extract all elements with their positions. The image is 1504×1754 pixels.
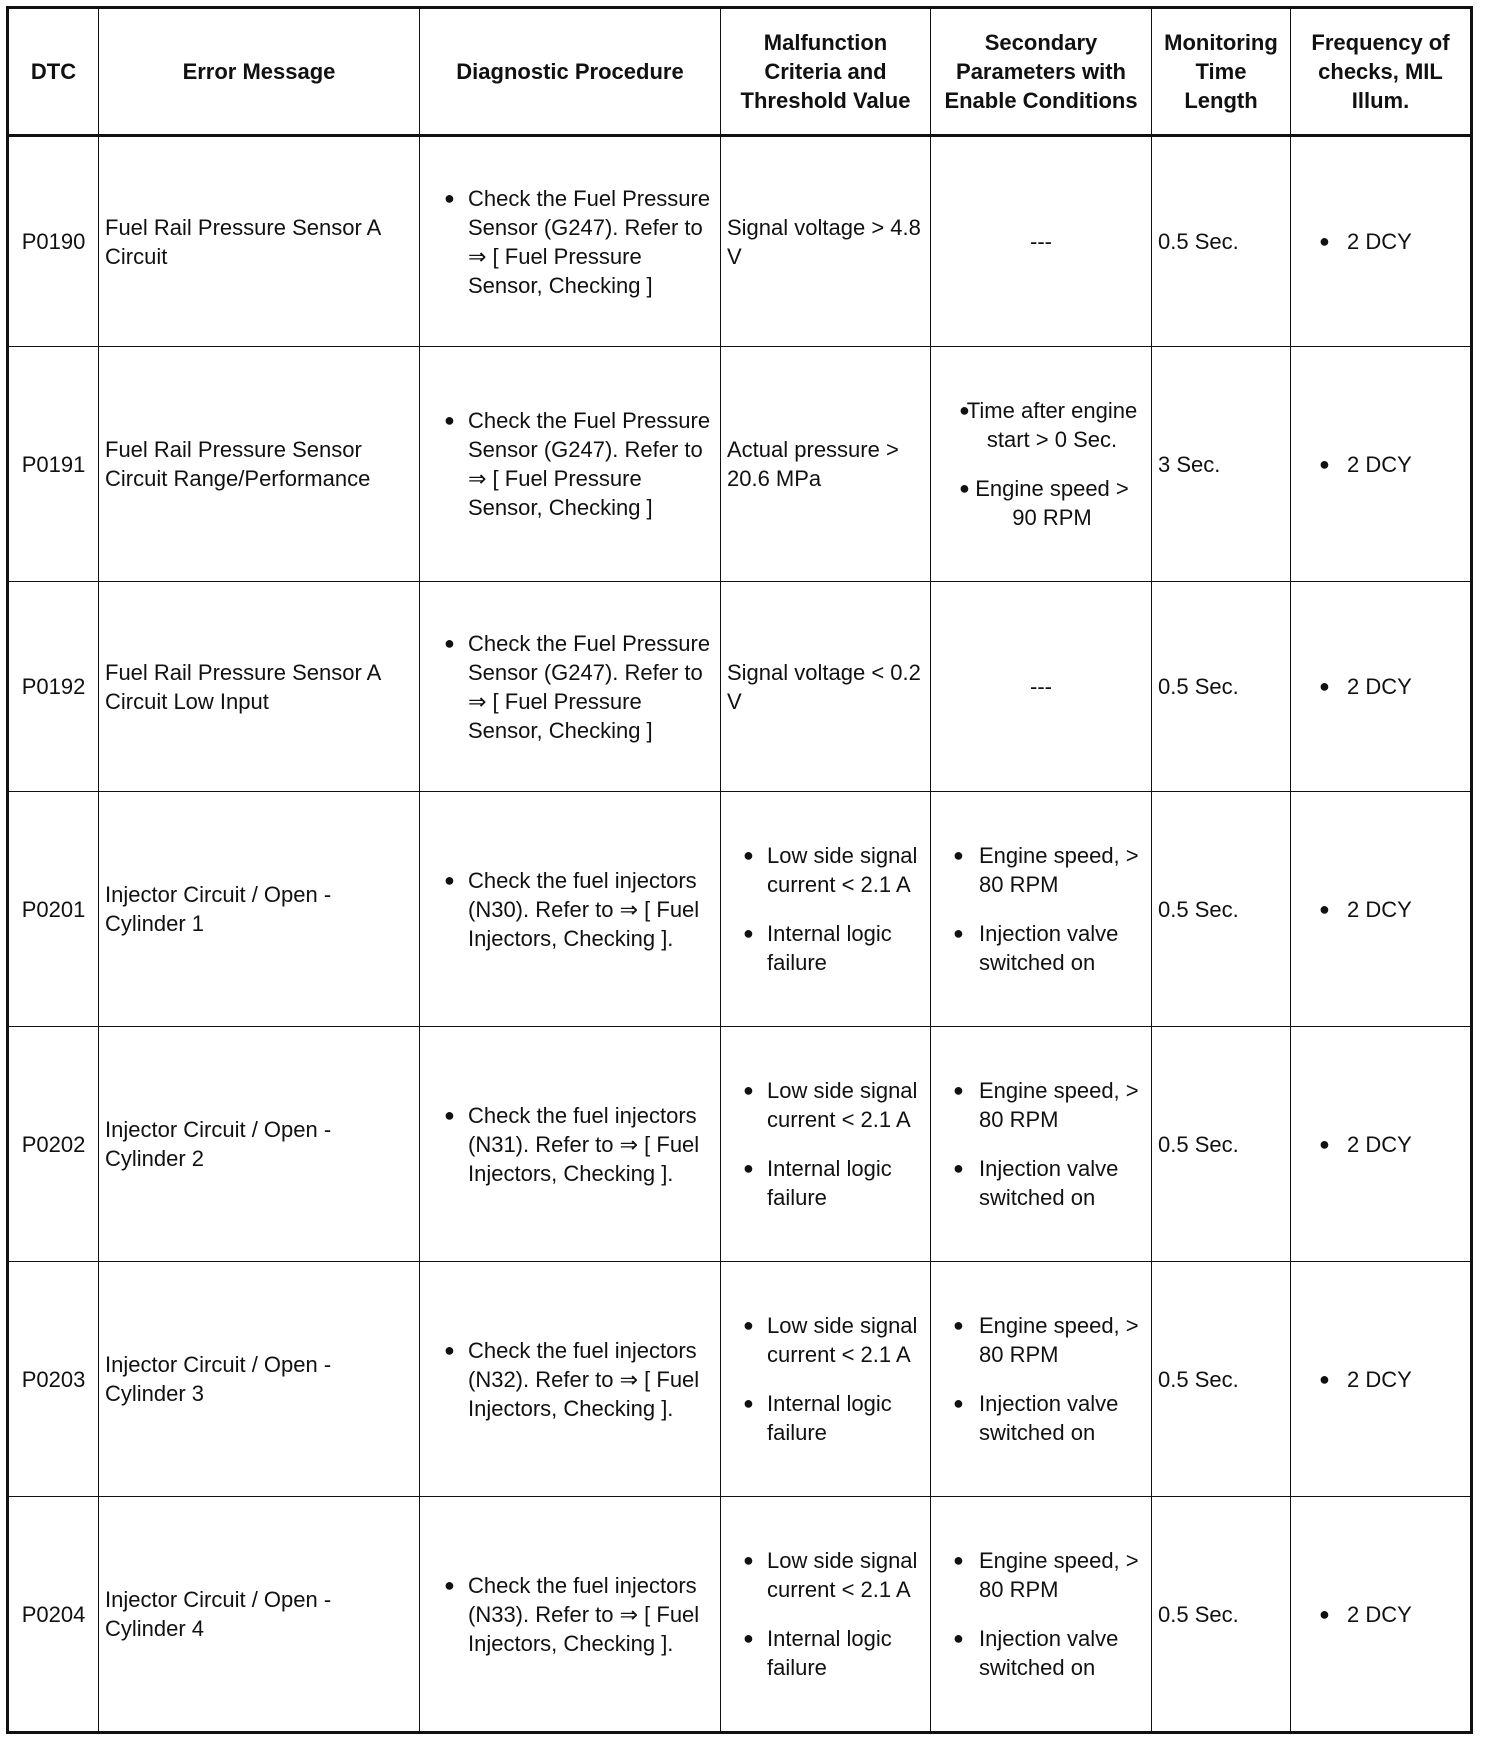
bullet-icon: ● [953, 1080, 964, 1100]
error-message: Injector Circuit / Open - Cylinder 2 [99, 1027, 420, 1262]
dtc-table [6, 6, 1473, 1734]
frequency [1291, 136, 1472, 347]
secondary-parameters [931, 347, 1152, 582]
bullet-icon: ● [444, 1574, 455, 1595]
diagnostic-procedure [420, 1497, 721, 1733]
dtc-code: P0204 [8, 1497, 99, 1733]
dtc-code: P0190 [8, 136, 99, 347]
frequency [1291, 347, 1472, 582]
diagnostic-procedure [420, 1262, 721, 1497]
procedure-text: Check the fuel injectors (N32). Refer to ⇒ [ Fuel Injectors, Checking ]. [468, 1337, 700, 1421]
criteria-item: Low side signal current < 2.1 A [767, 843, 918, 897]
malfunction-criteria: Signal voltage > 4.8 V [721, 136, 931, 347]
header-malfunction-criteria: Malfunction Criteria and Threshold Value [721, 8, 931, 136]
header-frequency: Frequency of checks, MIL Illum. [1291, 8, 1472, 136]
secondary-parameters [931, 1497, 1152, 1733]
frequency-text: 2 DCY [1347, 896, 1412, 922]
header-row [8, 8, 1472, 136]
malfunction-criteria: Actual pressure > 20.6 MPa [721, 347, 931, 582]
dtc-code: P0191 [8, 347, 99, 582]
frequency-text: 2 DCY [1347, 1131, 1412, 1157]
bullet-icon: ● [1319, 453, 1330, 474]
bullet-icon: ● [953, 1158, 964, 1178]
diagnostic-procedure [420, 1027, 721, 1262]
frequency [1291, 1497, 1472, 1733]
criteria-item: Low side signal current < 2.1 A [767, 1078, 918, 1132]
procedure-text: Check the Fuel Pressure Sensor (G247). Refer to ⇒ [ Fuel Pressure Sensor, Checking ] [468, 408, 711, 520]
bullet-icon: ● [444, 410, 455, 430]
frequency-text: 2 DCY [1347, 1601, 1412, 1627]
monitoring-time: 0.5 Sec. [1152, 1497, 1291, 1733]
frequency [1291, 792, 1472, 1027]
malfunction-criteria [721, 1027, 931, 1262]
secondary-item: Engine speed, > 80 RPM [979, 1078, 1139, 1132]
monitoring-time: 0.5 Sec. [1152, 582, 1291, 792]
secondary-item: Injection valve switched on [979, 921, 1119, 975]
bullet-icon: ● [444, 1104, 455, 1125]
procedure-text: Check the Fuel Pressure Sensor (G247). Refer to ⇒ [ Fuel Pressure Sensor, Checking ] [468, 185, 711, 298]
table-row [8, 1262, 1472, 1497]
procedure-text: Check the Fuel Pressure Sensor (G247). Refer to ⇒ [ Fuel Pressure Sensor, Checking ] [468, 630, 711, 743]
bullet-icon: ● [1319, 1603, 1330, 1624]
diagnostic-procedure [420, 347, 721, 582]
procedure-text: Check the fuel injectors (N31). Refer to ⇒ [ Fuel Injectors, Checking ]. [468, 1102, 700, 1186]
secondary-parameters: --- [931, 136, 1152, 347]
bullet-icon: ● [1319, 676, 1330, 696]
criteria-item: Internal logic failure [767, 1391, 892, 1445]
monitoring-time: 0.5 Sec. [1152, 792, 1291, 1027]
monitoring-time: 0.5 Sec. [1152, 1262, 1291, 1497]
secondary-item: Engine speed, > 80 RPM [979, 1313, 1139, 1367]
header-secondary-parameters: Secondary Parameters with Enable Conditions [931, 8, 1152, 136]
bullet-icon: ● [444, 187, 455, 208]
frequency-text: 2 DCY [1347, 674, 1412, 699]
frequency-text: 2 DCY [1347, 229, 1412, 254]
secondary-item: Injection valve switched on [979, 1391, 1119, 1445]
bullet-icon: ● [743, 1393, 754, 1413]
header-dtc: DTC [8, 8, 99, 136]
procedure-text: Check the fuel injectors (N30). Refer to ⇒ [ Fuel Injectors, Checking ]. [468, 867, 700, 951]
bullet-icon: ● [953, 1393, 964, 1413]
error-message: Injector Circuit / Open - Cylinder 4 [99, 1497, 420, 1733]
error-message: Fuel Rail Pressure Sensor Circuit Range/Performance [99, 347, 420, 582]
bullet-icon: ● [743, 923, 754, 943]
bullet-icon: ● [444, 632, 455, 653]
bullet-icon: ● [1319, 1368, 1330, 1389]
secondary-item: Engine speed, > 80 RPM [979, 1548, 1139, 1602]
error-message: Fuel Rail Pressure Sensor A Circuit Low Input [99, 582, 420, 792]
criteria-item: Internal logic failure [767, 1626, 892, 1680]
malfunction-criteria [721, 1497, 931, 1733]
bullet-icon: ● [1319, 898, 1330, 919]
secondary-parameters: --- [931, 582, 1152, 792]
diagnostic-procedure [420, 136, 721, 347]
malfunction-criteria: Signal voltage < 0.2 V [721, 582, 931, 792]
bullet-icon: ● [953, 1628, 964, 1648]
table-row [8, 1027, 1472, 1262]
monitoring-time: 3 Sec. [1152, 347, 1291, 582]
criteria-item: Low side signal current < 2.1 A [767, 1313, 918, 1367]
criteria-item: Internal logic failure [767, 921, 892, 975]
secondary-item: Injection valve switched on [979, 1626, 1119, 1680]
secondary-item: Injection valve switched on [979, 1156, 1119, 1210]
bullet-icon: ● [444, 1339, 455, 1360]
header-monitoring-time: Monitoring Time Length [1152, 8, 1291, 136]
monitoring-time: 0.5 Sec. [1152, 1027, 1291, 1262]
table-row [8, 347, 1472, 582]
table-row [8, 136, 1472, 347]
bullet-icon: ● [743, 1550, 754, 1570]
bullet-icon: ● [953, 845, 964, 865]
secondary-parameters [931, 1262, 1152, 1497]
secondary-item: Time after engine start > 0 Sec. [966, 398, 1138, 452]
bullet-icon: ● [953, 1315, 964, 1335]
diagnostic-procedure [420, 792, 721, 1027]
bullet-icon: ● [743, 845, 754, 865]
frequency [1291, 1262, 1472, 1497]
bullet-icon: ● [959, 400, 970, 420]
frequency [1291, 1027, 1472, 1262]
bullet-icon: ● [444, 869, 455, 890]
bullet-icon: ● [743, 1158, 754, 1178]
dtc-code: P0201 [8, 792, 99, 1027]
secondary-item: Engine speed > 90 RPM [975, 476, 1129, 530]
error-message: Fuel Rail Pressure Sensor A Circuit [99, 136, 420, 347]
frequency [1291, 582, 1472, 792]
monitoring-time: 0.5 Sec. [1152, 136, 1291, 347]
secondary-parameters [931, 1027, 1152, 1262]
bullet-icon: ● [1319, 1133, 1330, 1154]
dtc-code: P0192 [8, 582, 99, 792]
bullet-icon: ● [743, 1315, 754, 1335]
bullet-icon: ● [743, 1080, 754, 1100]
table-row [8, 1497, 1472, 1733]
malfunction-criteria [721, 792, 931, 1027]
dtc-code: P0203 [8, 1262, 99, 1497]
secondary-item: Engine speed, > 80 RPM [979, 843, 1139, 897]
secondary-parameters [931, 792, 1152, 1027]
header-diagnostic-procedure: Diagnostic Procedure [420, 8, 721, 136]
header-error-message: Error Message [99, 8, 420, 136]
table-row [8, 792, 1472, 1027]
frequency-text: 2 DCY [1347, 1366, 1412, 1392]
frequency-text: 2 DCY [1347, 451, 1412, 477]
procedure-text: Check the fuel injectors (N33). Refer to ⇒ [ Fuel Injectors, Checking ]. [468, 1572, 700, 1656]
malfunction-criteria [721, 1262, 931, 1497]
dtc-code: P0202 [8, 1027, 99, 1262]
table-row [8, 582, 1472, 792]
diagnostic-procedure [420, 582, 721, 792]
error-message: Injector Circuit / Open - Cylinder 3 [99, 1262, 420, 1497]
bullet-icon: ● [953, 923, 964, 943]
error-message: Injector Circuit / Open - Cylinder 1 [99, 792, 420, 1027]
bullet-icon: ● [743, 1628, 754, 1648]
bullet-icon: ● [953, 1550, 964, 1570]
bullet-icon: ● [1319, 231, 1330, 251]
criteria-item: Low side signal current < 2.1 A [767, 1548, 918, 1602]
criteria-item: Internal logic failure [767, 1156, 892, 1210]
bullet-icon: ● [959, 478, 970, 498]
